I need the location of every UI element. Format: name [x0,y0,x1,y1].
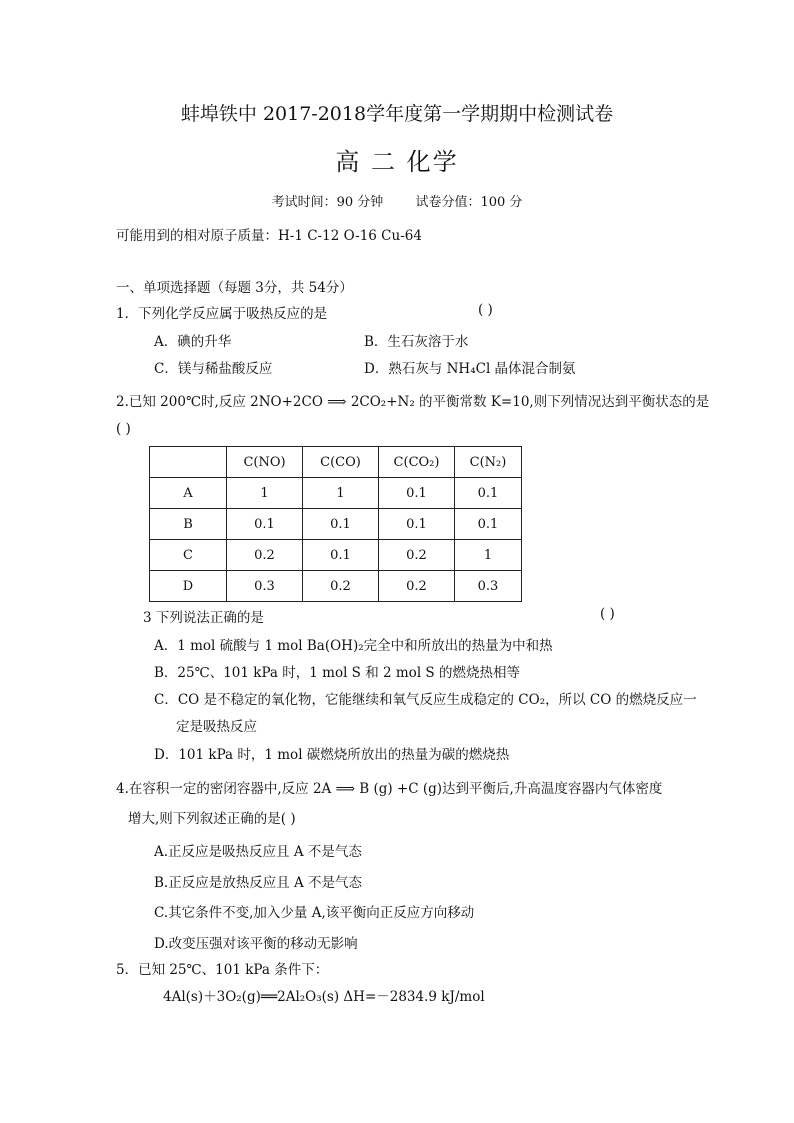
table-row [150,509,522,540]
exam-info [0,191,794,210]
table-cell: 0.1 [227,509,303,540]
table-header-cell: C(CO₂) [379,447,455,478]
atomic-mass-note: 可能用到的相对原子质量：H-1 C-12 O-16 Cu-64 [116,228,422,244]
question-3-paren: ( ) [600,606,615,622]
question-4-stem-cont: 增大,则下列叙述正确的是( ) [128,811,296,827]
table-header-cell: C(CO) [303,447,379,478]
table-cell: 0.1 [455,509,522,540]
table-cell: C [150,540,227,571]
table-row [150,540,522,571]
table-cell: 0.3 [455,571,522,602]
question-4-option-c: C.其它条件不变,加入少量 A,该平衡向正反应方向移动 [154,905,475,921]
table-header-cell: C(NO) [227,447,303,478]
question-2-paren: ( ) [116,421,131,437]
table-cell: 0.1 [303,509,379,540]
table-cell: 1 [455,540,522,571]
table-cell: 0.1 [379,478,455,509]
question-4-stem: 4.在容积一定的密闭容器中,反应 2A ⟹ B (g) +C (g)达到平衡后,升高温度容器内气体密度 [116,781,663,797]
table-cell: A [150,478,227,509]
table-cell: 1 [227,478,303,509]
question-3-option-c: C．CO 是不稳定的氧化物，它能继续和氧气反应生成稳定的 CO₂，所以 CO 的燃烧反应一 [154,692,697,708]
exam-score: 试卷分值：100 分 [415,195,523,210]
table-row [150,478,522,509]
table-cell: 0.3 [227,571,303,602]
exam-subtitle: 高 二 化学 [335,148,459,176]
question-1-option-c: C．镁与稀盐酸反应 [154,361,273,377]
question-4-option-b: B.正反应是放热反应且 A 不是气态 [154,875,363,891]
table-cell: 0.2 [303,571,379,602]
table-cell: 0.1 [379,509,455,540]
table-row [150,571,522,602]
table-cell: 0.2 [379,571,455,602]
question-1-stem: 1．下列化学反应属于吸热反应的是 [116,306,328,322]
question-3-option-b: B．25℃、101 kPa 时，1 mol S 和 2 mol S 的燃烧热相等 [154,665,520,681]
exam-time: 考试时间：90 分钟 [271,195,384,210]
question-3-option-d: D．101 kPa 时，1 mol 碳燃烧所放出的热量为碳的燃烧热 [154,747,510,763]
exam-title: 蚌埠铁中 2017-2018学年度第一学期期中检测试卷 [180,103,614,125]
question-1-paren: ( ) [478,302,493,318]
question-1-option-a: A．碘的升华 [154,334,232,350]
question-4-option-d: D.改变压强对该平衡的移动无影响 [154,936,358,952]
table-cell: 0.1 [303,540,379,571]
question-4-option-a: A.正反应是吸热反应且 A 不是气态 [154,844,362,860]
question-3-option-c-cont: 定是吸热反应 [176,719,257,735]
table-header-cell: C(N₂) [455,447,522,478]
table-cell: B [150,509,227,540]
table-header-cell [150,447,227,478]
table-cell: 0.1 [455,478,522,509]
table-cell: 1 [303,478,379,509]
section-heading: 一、单项选择题（每题 3分，共 54分） [116,280,353,296]
table-cell: 0.2 [379,540,455,571]
question-5-stem: 5．已知 25℃、101 kPa 条件下： [116,962,329,978]
question-5-equation-1: 4Al(s)＋3O₂(g)══2Al₂O₃(s) ΔH=－2834.9 kJ/mol [163,989,485,1005]
equilibrium-table [149,446,522,602]
question-1-option-b: B．生石灰溶于水 [364,334,469,350]
question-2-stem: 2.已知 200℃时,反应 2NO+2CO ⟹ 2CO₂+N₂ 的平衡常数 K=10,则下列情况达到平衡状态的是 [116,394,710,410]
question-3-stem: 3 下列说法正确的是 [143,610,264,626]
table-cell: D [150,571,227,602]
table-cell: 0.2 [227,540,303,571]
question-1-option-d: D．熟石灰与 NH₄Cl 晶体混合制氨 [364,361,576,377]
table-header-row [150,447,522,478]
question-3-option-a: A．1 mol 硫酸与 1 mol Ba(OH)₂完全中和所放出的热量为中和热 [154,638,553,654]
